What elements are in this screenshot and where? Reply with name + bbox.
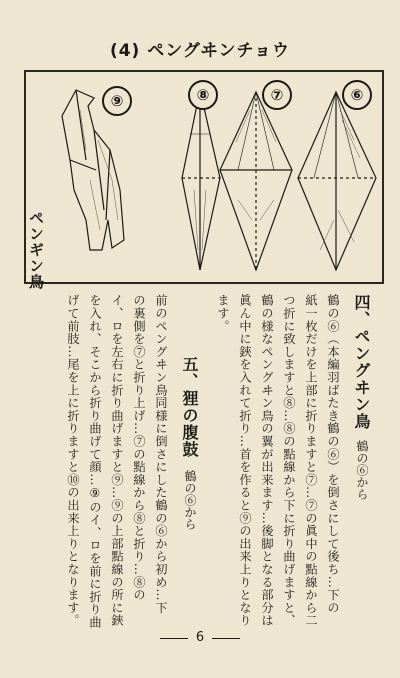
page-number: 6 [195, 630, 205, 645]
page-title: (4) ペングヰンチョウ [109, 41, 291, 61]
step-label-9: ⑨ [102, 86, 132, 116]
section5-subtitle: 鶴の⑥から [183, 470, 197, 530]
section4-line-6: ます。 [216, 294, 230, 333]
section5-heading: 五、狸の腹鼓 [180, 356, 199, 458]
section4-line-1: 鶴の⑥（本編羽ばたき鶴の⑥）を倒さにして後ち…下の [326, 294, 340, 614]
step-label-7: ⑦ [262, 80, 292, 110]
step-6-diagram [298, 92, 376, 270]
section4-subtitle: 鶴の⑥から [355, 440, 369, 500]
section4-heading: 四、ペングヰン鳥 [352, 294, 371, 430]
penguin-caption: ペンギン鳥 [27, 210, 45, 290]
step-label-6: ⑥ [342, 80, 372, 110]
section5-line-1: 前のペングヰン鳥同様に倒さにした鶴の⑥から初め…下 [154, 294, 168, 614]
section4-line-2: 紙一枚だけを上部に折りますと⑦…⑦の眞中の點線から二 [304, 294, 318, 627]
section5-line-2: の裏側を⑦と折り上げ…⑦の點線から⑧と折り…⑧の [132, 294, 146, 602]
step-7-diagram [220, 92, 292, 270]
section4-line-5: 眞ん中に鋏を入れて折り…首を作ると⑨の出来上りとなり [238, 294, 252, 627]
section5-line-3: イ、ロを左右に折り曲げますと⑨…⑨の上部點線の所に鋏 [110, 294, 124, 627]
section4-line-4: 鶴の様なペングヰン鳥の翼が出来ます…後脚となる部分は [260, 294, 274, 627]
step-label-8: ⑧ [188, 80, 218, 110]
section5-line-5: げて前肢…尾を上に折りますと⑩の出来上りとなります。 [66, 294, 80, 627]
section5-line-4: を入れ、そこから折り曲げて顔…⑨のイ、ロを前に折り曲 [88, 294, 102, 629]
section4-line-3: つ折に致しますと⑧…⑧の點線から下に折り曲げますと、 [282, 294, 296, 627]
step-8-diagram [182, 90, 220, 270]
page-number-rule-right [212, 638, 240, 639]
